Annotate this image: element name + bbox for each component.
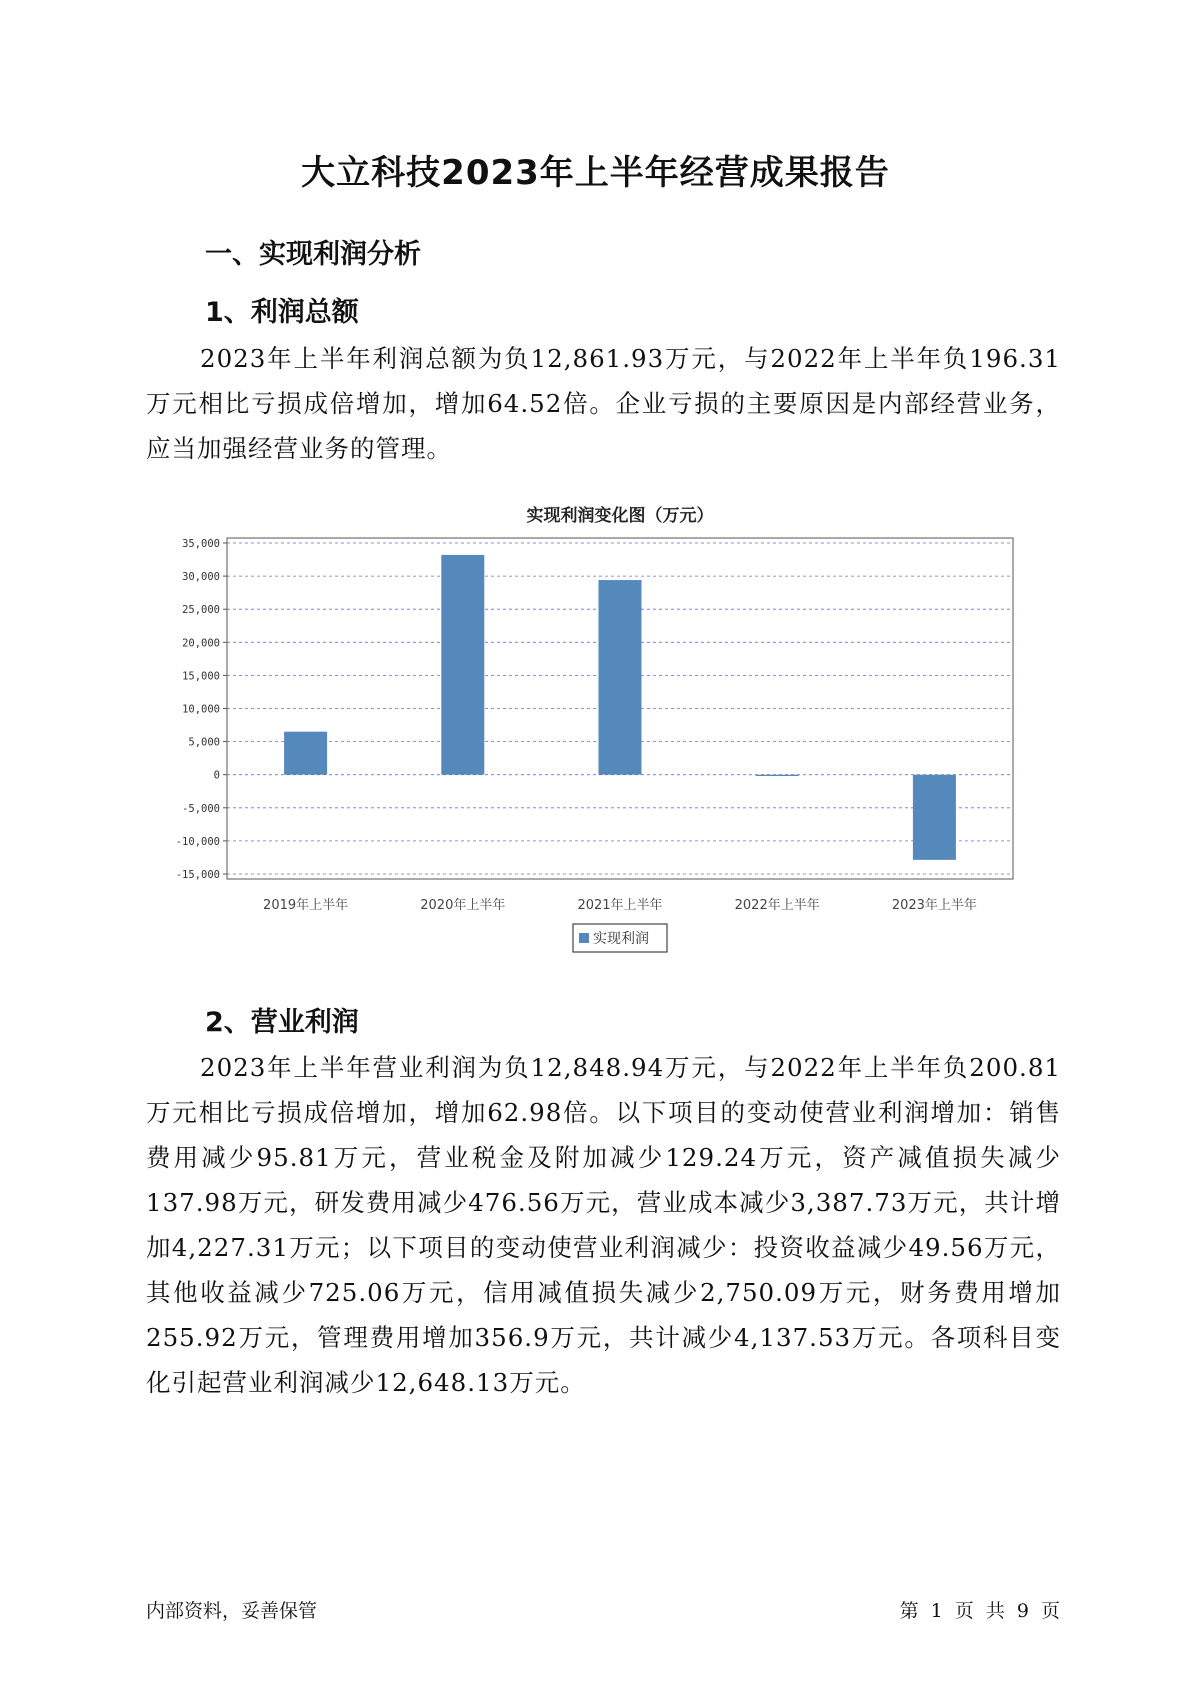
bar [756,775,799,776]
paragraph-total-profit: 2023年上半年利润总额为负12,861.93万元，与2022年上半年负196.31万元相比亏损成倍增加，增加64.52倍。企业亏损的主要原因是内部经营业务，应当加强经营业务的管理。 [146,344,1061,463]
footer-confidential-note: 内部资料，妥善保管 [146,1600,318,1622]
bar [913,775,956,860]
x-tick-label: 2023年上半年 [891,898,977,913]
legend-swatch [579,933,589,943]
paragraph-operating-profit: 2023年上半年营业利润为负12,848.94万元，与2022年上半年负200.81万元相比亏损成倍增加，增加62.98倍。以下项目的变动使营业利润增加：销售费用减少95.81万元，营业税金及附加减少129.24万元，资产减值损失减少137.98万元，研发费用减少476.56万元，营业成本减少3,387.73万元，共计增加4,227.31万元；以下项目的变动使营业利润减少：投资收益减少49.56万元，其他收益减少725.06万元，信用减值损失减少2,750.09万元，财务费用增加255.92万元，管理费用增加356.9万元，共计减少4,137.53万元。各项科目变化引起营业利润减少12,648.13万元。 [146,1053,1061,1397]
y-tick-label: 15,000 [182,670,220,683]
y-tick-label: 20,000 [182,637,220,650]
subsection-heading-total-profit: 1、利润总额 [205,297,359,328]
bar [441,555,484,775]
bar [599,580,642,775]
x-tick-label: 2021年上半年 [577,898,663,913]
profit-bar-chart [140,495,1040,955]
y-tick-label: 25,000 [182,604,220,617]
y-tick-label: 35,000 [182,538,220,550]
y-tick-label: 5,000 [188,736,220,749]
bar [284,732,327,775]
x-tick-label: 2020年上半年 [420,898,506,913]
section-heading-profit-analysis: 一、实现利润分析 [205,239,421,270]
x-tick-label: 2019年上半年 [263,898,349,913]
page-title: 大立科技2023年上半年经营成果报告 [301,153,890,193]
chart-title: 实现利润变化图（万元） [526,506,714,526]
y-tick-label: 10,000 [182,703,220,716]
y-tick-label: 0 [213,769,220,782]
subsection-heading-operating-profit: 2、营业利润 [205,1007,359,1038]
y-tick-label: -15,000 [175,869,220,881]
y-tick-label: -5,000 [182,802,220,815]
legend-label: 实现利润 [593,931,649,947]
footer-page-number: 第 1 页 共 9 页 [899,1600,1060,1622]
y-tick-label: 30,000 [182,571,220,584]
x-tick-label: 2022年上半年 [734,898,820,913]
y-tick-label: -10,000 [175,835,220,848]
